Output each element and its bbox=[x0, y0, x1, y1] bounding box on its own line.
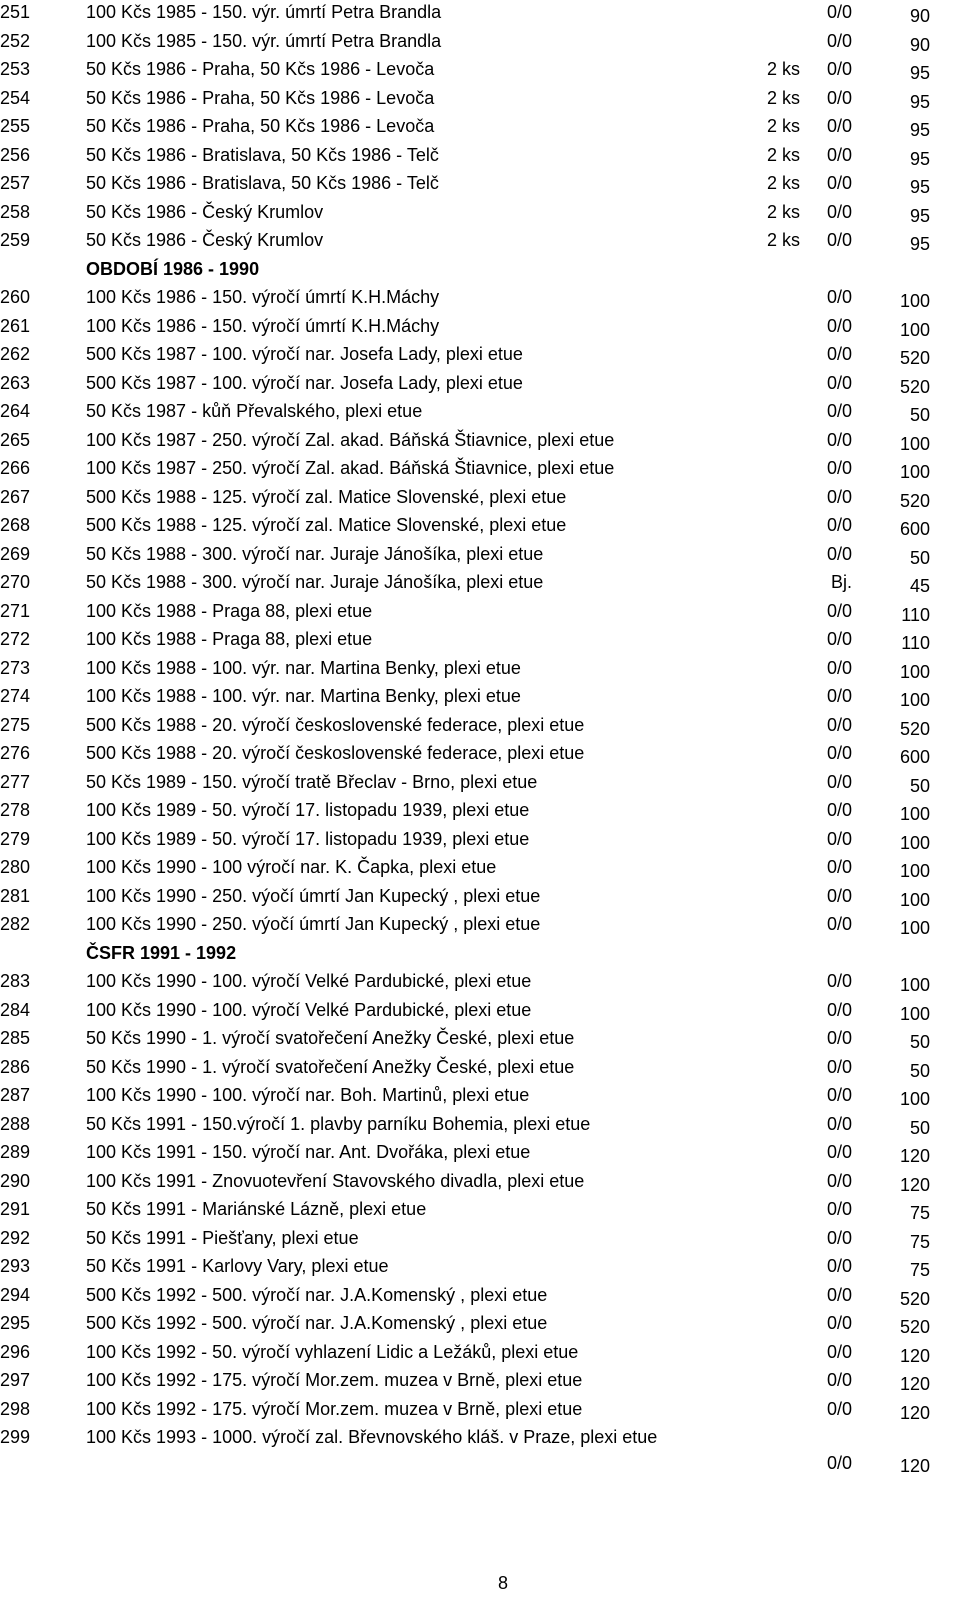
item-number: 278 bbox=[0, 800, 31, 820]
item-unit: 2 ks bbox=[766, 116, 800, 136]
item-description: 50 Kčs 1986 - Český Krumlov bbox=[86, 230, 324, 250]
catalog-row bbox=[0, 713, 960, 742]
item-price: 520 bbox=[899, 348, 930, 368]
item-condition: 0/0 bbox=[826, 1227, 852, 1248]
item-number: 274 bbox=[0, 686, 31, 706]
item-price: 50 bbox=[909, 547, 930, 568]
catalog-row bbox=[0, 599, 960, 628]
item-description: 50 Kčs 1991 - Karlovy Vary, plexi etue bbox=[86, 1256, 389, 1276]
item-number: 251 bbox=[0, 2, 31, 22]
item-condition: 0/0 bbox=[826, 800, 852, 820]
item-condition: 0/0 bbox=[826, 999, 852, 1020]
item-description: 100 Kčs 1990 - 250. výočí úmrtí Jan Kupecký , plexi etue bbox=[86, 885, 541, 906]
item-number: 252 bbox=[0, 30, 31, 51]
item-number: 264 bbox=[0, 401, 31, 421]
item-description: 500 Kčs 1988 - 20. výročí československé federace, plexi etue bbox=[86, 743, 585, 763]
item-price: 95 bbox=[909, 91, 930, 112]
item-price: 600 bbox=[899, 747, 930, 767]
catalog-row bbox=[0, 342, 960, 371]
catalog-row bbox=[0, 1083, 960, 1112]
item-price: 95 bbox=[909, 205, 930, 226]
catalog-row bbox=[0, 1140, 960, 1169]
item-description: 100 Kčs 1990 - 100. výročí nar. Boh. Martinů, plexi etue bbox=[86, 1085, 530, 1105]
item-unit: 2 ks bbox=[766, 201, 800, 222]
item-number: 282 bbox=[0, 914, 31, 934]
item-condition: 0/0 bbox=[826, 1170, 852, 1191]
item-number: 268 bbox=[0, 515, 31, 535]
item-price: 100 bbox=[899, 291, 930, 311]
catalog-row bbox=[0, 456, 960, 485]
item-price: 100 bbox=[899, 861, 930, 881]
item-number: 295 bbox=[0, 1313, 31, 1333]
item-description: 100 Kčs 1985 - 150. výr. úmrtí Petra Brandla bbox=[86, 30, 442, 51]
item-condition: 0/0 bbox=[826, 1056, 852, 1077]
item-number: 255 bbox=[0, 116, 31, 136]
item-number: 271 bbox=[0, 600, 31, 621]
item-description: 50 Kčs 1986 - Český Krumlov bbox=[86, 201, 324, 222]
item-condition: 0/0 bbox=[826, 1028, 852, 1048]
item-number: 299 bbox=[0, 1427, 31, 1447]
item-price: 50 bbox=[909, 405, 930, 425]
catalog-row bbox=[0, 314, 960, 343]
item-condition: 0/0 bbox=[826, 885, 852, 906]
item-price: 100 bbox=[899, 319, 930, 340]
item-condition: 0/0 bbox=[826, 828, 852, 849]
item-number: 287 bbox=[0, 1085, 31, 1105]
item-number: 270 bbox=[0, 572, 31, 592]
item-number: 293 bbox=[0, 1256, 31, 1276]
item-description: 100 Kčs 1986 - 150. výročí úmrtí K.H.Máchy bbox=[86, 287, 440, 307]
item-description: 500 Kčs 1988 - 125. výročí zal. Matice Slovenské, plexi etue bbox=[86, 515, 567, 535]
item-condition: 0/0 bbox=[826, 315, 852, 336]
item-condition: 0/0 bbox=[826, 486, 852, 507]
item-price: 110 bbox=[901, 604, 930, 625]
catalog-row bbox=[0, 884, 960, 913]
item-number: 257 bbox=[0, 173, 31, 193]
item-description: 50 Kčs 1986 - Praha, 50 Kčs 1986 - Levoča bbox=[86, 87, 435, 108]
section-heading bbox=[0, 257, 960, 286]
item-description: 50 Kčs 1988 - 300. výročí nar. Juraje Jánošíka, plexi etue bbox=[86, 543, 544, 564]
item-description: 500 Kčs 1992 - 500. výročí nar. J.A.Komenský , plexi etue bbox=[86, 1313, 548, 1333]
item-price: 75 bbox=[909, 1203, 930, 1223]
item-number: 297 bbox=[0, 1370, 31, 1390]
item-description: 500 Kčs 1992 - 500. výročí nar. J.A.Komenský , plexi etue bbox=[86, 1284, 548, 1305]
item-number: 260 bbox=[0, 287, 31, 307]
catalog-row bbox=[0, 143, 960, 172]
item-number: 296 bbox=[0, 1341, 31, 1362]
item-description: 50 Kčs 1988 - 300. výročí nar. Juraje Jánošíka, plexi etue bbox=[86, 572, 544, 592]
catalog-row bbox=[0, 1397, 960, 1426]
item-description: 50 Kčs 1990 - 1. výročí svatořečení Anežky České, plexi etue bbox=[86, 1028, 575, 1048]
item-condition: 0/0 bbox=[826, 458, 852, 478]
item-description: 100 Kčs 1987 - 250. výročí Zal. akad. Báňská Štiavnice, plexi etue bbox=[86, 458, 615, 478]
item-condition: 0/0 bbox=[826, 629, 852, 649]
catalog-row bbox=[0, 228, 960, 257]
item-price: 100 bbox=[899, 918, 930, 938]
item-price: 50 bbox=[909, 1117, 930, 1138]
catalog-row bbox=[0, 1340, 960, 1369]
page-number: 8 bbox=[498, 1573, 509, 1593]
item-price: 50 bbox=[909, 1060, 930, 1081]
catalog-row bbox=[0, 570, 960, 599]
item-number: 294 bbox=[0, 1284, 31, 1305]
catalog-row bbox=[0, 0, 960, 29]
item-condition: 0/0 bbox=[826, 1284, 852, 1305]
item-condition: 0/0 bbox=[826, 515, 852, 535]
catalog-row bbox=[0, 770, 960, 799]
item-price: 120 bbox=[899, 1402, 930, 1423]
item-number: 259 bbox=[0, 230, 31, 250]
item-price: 90 bbox=[909, 6, 930, 26]
catalog-row bbox=[0, 627, 960, 656]
item-price: 100 bbox=[899, 462, 930, 482]
item-number: 286 bbox=[0, 1056, 31, 1077]
item-number: 269 bbox=[0, 543, 31, 564]
item-price: 50 bbox=[909, 1032, 930, 1052]
item-description: 100 Kčs 1992 - 175. výročí Mor.zem. muzea v Brně, plexi etue bbox=[86, 1398, 583, 1419]
item-price: 100 bbox=[899, 889, 930, 910]
item-condition: 0/0 bbox=[826, 1142, 852, 1162]
item-price: 600 bbox=[899, 519, 930, 539]
item-description: 100 Kčs 1989 - 50. výročí 17. listopadu 1939, plexi etue bbox=[86, 828, 530, 849]
item-condition: 0/0 bbox=[826, 686, 852, 706]
item-number: 254 bbox=[0, 87, 31, 108]
item-description: 50 Kčs 1986 - Praha, 50 Kčs 1986 - Levoča bbox=[86, 59, 435, 79]
item-number: 262 bbox=[0, 344, 31, 364]
item-description: 100 Kčs 1990 - 100. výročí Velké Pardubické, plexi etue bbox=[86, 999, 532, 1020]
item-price: 100 bbox=[899, 975, 930, 995]
item-number: 253 bbox=[0, 59, 31, 79]
item-condition: 0/0 bbox=[826, 372, 852, 393]
catalog-row bbox=[0, 171, 960, 200]
item-number: 276 bbox=[0, 743, 31, 763]
catalog-row bbox=[0, 1112, 960, 1141]
section-heading-text: OBDOBÍ 1986 - 1990 bbox=[86, 258, 260, 279]
item-price: 520 bbox=[899, 1317, 930, 1337]
catalog-row bbox=[0, 741, 960, 770]
catalog-row bbox=[0, 998, 960, 1027]
item-condition: 0/0 bbox=[826, 87, 852, 108]
catalog-row bbox=[0, 1311, 960, 1340]
item-condition: 0/0 bbox=[826, 600, 852, 621]
item-number: 266 bbox=[0, 458, 31, 478]
item-condition: 0/0 bbox=[826, 1398, 852, 1419]
item-condition: 0/0 bbox=[826, 1453, 852, 1473]
catalog-row bbox=[0, 1368, 960, 1397]
item-price: 95 bbox=[909, 63, 930, 83]
item-description: 100 Kčs 1988 - Praga 88, plexi etue bbox=[86, 600, 373, 621]
item-price: 120 bbox=[899, 1456, 930, 1476]
item-condition: 0/0 bbox=[826, 1370, 852, 1390]
item-condition: 0/0 bbox=[826, 401, 852, 421]
item-description: 100 Kčs 1987 - 250. výročí Zal. akad. Báňská Štiavnice, plexi etue bbox=[86, 429, 615, 450]
item-price: 520 bbox=[899, 376, 930, 397]
item-condition: 0/0 bbox=[826, 914, 852, 934]
item-description: 50 Kčs 1991 - Piešťany, plexi etue bbox=[86, 1227, 359, 1248]
catalog-row bbox=[0, 57, 960, 86]
item-condition: 0/0 bbox=[826, 1341, 852, 1362]
item-condition: 0/0 bbox=[826, 857, 852, 877]
catalog-row bbox=[0, 1425, 960, 1481]
item-condition: 0/0 bbox=[826, 30, 852, 51]
item-description: 100 Kčs 1988 - 100. výr. nar. Martina Benky, plexi etue bbox=[86, 657, 521, 678]
item-condition: 0/0 bbox=[826, 344, 852, 364]
catalog-row bbox=[0, 1254, 960, 1283]
catalog-row bbox=[0, 912, 960, 941]
item-description: 100 Kčs 1992 - 175. výročí Mor.zem. muzea v Brně, plexi etue bbox=[86, 1370, 583, 1390]
item-description: 500 Kčs 1987 - 100. výročí nar. Josefa Lady, plexi etue bbox=[86, 344, 523, 364]
item-condition: 0/0 bbox=[826, 173, 852, 193]
item-price: 95 bbox=[909, 234, 930, 254]
item-price: 45 bbox=[909, 576, 930, 596]
item-price: 110 bbox=[901, 633, 930, 653]
item-condition: 0/0 bbox=[826, 657, 852, 678]
item-price: 75 bbox=[909, 1231, 930, 1252]
catalog-row bbox=[0, 798, 960, 827]
item-number: 256 bbox=[0, 144, 31, 165]
catalog-row bbox=[0, 29, 960, 58]
catalog-row bbox=[0, 513, 960, 542]
item-description: 100 Kčs 1991 - 150. výročí nar. Ant. Dvořáka, plexi etue bbox=[86, 1142, 531, 1162]
item-number: 289 bbox=[0, 1142, 31, 1162]
item-description: 500 Kčs 1987 - 100. výročí nar. Josefa Lady, plexi etue bbox=[86, 372, 523, 393]
item-number: 284 bbox=[0, 999, 31, 1020]
catalog-row bbox=[0, 1283, 960, 1312]
item-price: 520 bbox=[899, 718, 930, 739]
item-unit: 2 ks bbox=[766, 144, 800, 165]
item-condition: 0/0 bbox=[826, 1256, 852, 1276]
item-description: 50 Kčs 1987 - kůň Převalského, plexi etue bbox=[86, 401, 423, 421]
catalog-row bbox=[0, 542, 960, 571]
item-price: 100 bbox=[899, 1003, 930, 1024]
item-price: 120 bbox=[899, 1174, 930, 1195]
item-number: 279 bbox=[0, 828, 31, 849]
item-price: 100 bbox=[899, 433, 930, 454]
item-price: 120 bbox=[899, 1146, 930, 1166]
catalog-row bbox=[0, 855, 960, 884]
item-price: 50 bbox=[909, 775, 930, 796]
item-number: 280 bbox=[0, 857, 31, 877]
section-heading-text: ČSFR 1991 - 1992 bbox=[86, 942, 237, 963]
item-number: 261 bbox=[0, 315, 31, 336]
catalog-row bbox=[0, 656, 960, 685]
item-description: 50 Kčs 1989 - 150. výročí tratě Břeclav - Brno, plexi etue bbox=[86, 771, 538, 792]
item-description: 50 Kčs 1991 - Mariánské Lázně, plexi etue bbox=[86, 1199, 427, 1219]
item-number: 281 bbox=[0, 885, 31, 906]
item-price: 100 bbox=[899, 804, 930, 824]
item-condition: 0/0 bbox=[826, 771, 852, 792]
item-price: 520 bbox=[899, 490, 930, 511]
item-unit: 2 ks bbox=[766, 173, 800, 193]
item-description: 500 Kčs 1988 - 20. výročí československé federace, plexi etue bbox=[86, 714, 585, 735]
item-description: 100 Kčs 1988 - 100. výr. nar. Martina Benky, plexi etue bbox=[86, 686, 521, 706]
item-number: 288 bbox=[0, 1113, 31, 1134]
item-number: 285 bbox=[0, 1028, 31, 1048]
item-description: 50 Kčs 1986 - Bratislava, 50 Kčs 1986 - Telč bbox=[86, 144, 439, 165]
item-unit: 2 ks bbox=[766, 87, 800, 108]
item-price: 120 bbox=[899, 1374, 930, 1394]
item-number: 277 bbox=[0, 771, 31, 792]
item-condition: 0/0 bbox=[826, 230, 852, 250]
catalog-row bbox=[0, 1026, 960, 1055]
item-price: 100 bbox=[899, 1089, 930, 1109]
item-condition: 0/0 bbox=[826, 743, 852, 763]
catalog-row bbox=[0, 114, 960, 143]
item-unit: 2 ks bbox=[766, 59, 800, 79]
item-price: 75 bbox=[909, 1260, 930, 1280]
item-description: 100 Kčs 1993 - 1000. výročí zal. Břevnovského kláš. v Praze, plexi etue bbox=[86, 1427, 658, 1447]
item-price: 520 bbox=[899, 1288, 930, 1309]
item-condition: 0/0 bbox=[826, 543, 852, 564]
item-description: 500 Kčs 1988 - 125. výročí zal. Matice Slovenské, plexi etue bbox=[86, 486, 567, 507]
item-description: 100 Kčs 1990 - 100. výročí Velké Pardubické, plexi etue bbox=[86, 971, 532, 991]
catalog-row bbox=[0, 485, 960, 514]
item-number: 272 bbox=[0, 629, 31, 649]
item-price: 90 bbox=[909, 34, 930, 55]
item-number: 267 bbox=[0, 486, 31, 507]
item-price: 95 bbox=[909, 177, 930, 197]
item-condition: 0/0 bbox=[826, 1313, 852, 1333]
item-description: 100 Kčs 1989 - 50. výročí 17. listopadu 1939, plexi etue bbox=[86, 800, 530, 820]
catalog-row bbox=[0, 684, 960, 713]
item-price: 100 bbox=[899, 690, 930, 710]
item-number: 265 bbox=[0, 429, 31, 450]
catalog-row bbox=[0, 428, 960, 457]
item-condition: 0/0 bbox=[826, 971, 852, 991]
item-condition: 0/0 bbox=[826, 287, 852, 307]
catalog-row bbox=[0, 86, 960, 115]
item-description: 50 Kčs 1986 - Bratislava, 50 Kčs 1986 - Telč bbox=[86, 173, 439, 193]
item-condition: 0/0 bbox=[826, 144, 852, 165]
item-description: 100 Kčs 1988 - Praga 88, plexi etue bbox=[86, 629, 373, 649]
item-description: 50 Kčs 1991 - 150.výročí 1. plavby parníku Bohemia, plexi etue bbox=[86, 1113, 591, 1134]
item-description: 50 Kčs 1990 - 1. výročí svatořečení Anežky České, plexi etue bbox=[86, 1056, 575, 1077]
item-condition: 0/0 bbox=[826, 714, 852, 735]
item-description: 100 Kčs 1990 - 250. výočí úmrtí Jan Kupecký , plexi etue bbox=[86, 914, 541, 934]
item-description: 100 Kčs 1990 - 100 výročí nar. K. Čapka, plexi etue bbox=[86, 857, 497, 877]
item-price: 100 bbox=[899, 661, 930, 682]
catalog-row bbox=[0, 1226, 960, 1255]
item-price: 100 bbox=[899, 832, 930, 853]
item-condition: 0/0 bbox=[826, 429, 852, 450]
item-number: 258 bbox=[0, 201, 31, 222]
item-number: 275 bbox=[0, 714, 31, 735]
item-number: 291 bbox=[0, 1199, 31, 1219]
catalog-row bbox=[0, 399, 960, 428]
catalog-row bbox=[0, 371, 960, 400]
item-description: 100 Kčs 1985 - 150. výr. úmrtí Petra Brandla bbox=[86, 2, 442, 22]
catalog-row bbox=[0, 285, 960, 314]
item-condition: 0/0 bbox=[826, 1113, 852, 1134]
catalog-row bbox=[0, 200, 960, 229]
item-condition: 0/0 bbox=[826, 1199, 852, 1219]
item-number: 263 bbox=[0, 372, 31, 393]
item-number: 283 bbox=[0, 971, 31, 991]
section-heading bbox=[0, 941, 960, 970]
item-number: 290 bbox=[0, 1170, 31, 1191]
catalog-row bbox=[0, 969, 960, 998]
item-condition: 0/0 bbox=[826, 59, 852, 79]
item-description: 100 Kčs 1991 - Znovuotevření Stavovského divadla, plexi etue bbox=[86, 1170, 585, 1191]
item-description: 100 Kčs 1992 - 50. výročí vyhlazení Lidic a Ležáků, plexi etue bbox=[86, 1341, 579, 1362]
catalog-row bbox=[0, 1055, 960, 1084]
item-unit: 2 ks bbox=[766, 230, 800, 250]
item-number: 292 bbox=[0, 1227, 31, 1248]
item-price: 95 bbox=[909, 120, 930, 140]
item-condition: 0/0 bbox=[826, 2, 852, 22]
item-price: 95 bbox=[909, 148, 930, 169]
item-condition: 0/0 bbox=[826, 1085, 852, 1105]
item-description: 50 Kčs 1986 - Praha, 50 Kčs 1986 - Levoča bbox=[86, 116, 435, 136]
catalog-row bbox=[0, 1169, 960, 1198]
catalog-row bbox=[0, 1197, 960, 1226]
item-description: 100 Kčs 1986 - 150. výročí úmrtí K.H.Máchy bbox=[86, 315, 440, 336]
item-condition: 0/0 bbox=[826, 201, 852, 222]
item-condition: 0/0 bbox=[826, 116, 852, 136]
item-number: 273 bbox=[0, 657, 31, 678]
item-number: 298 bbox=[0, 1398, 31, 1419]
catalog-row bbox=[0, 827, 960, 856]
item-condition: Bj. bbox=[830, 572, 852, 592]
item-price: 120 bbox=[899, 1345, 930, 1366]
